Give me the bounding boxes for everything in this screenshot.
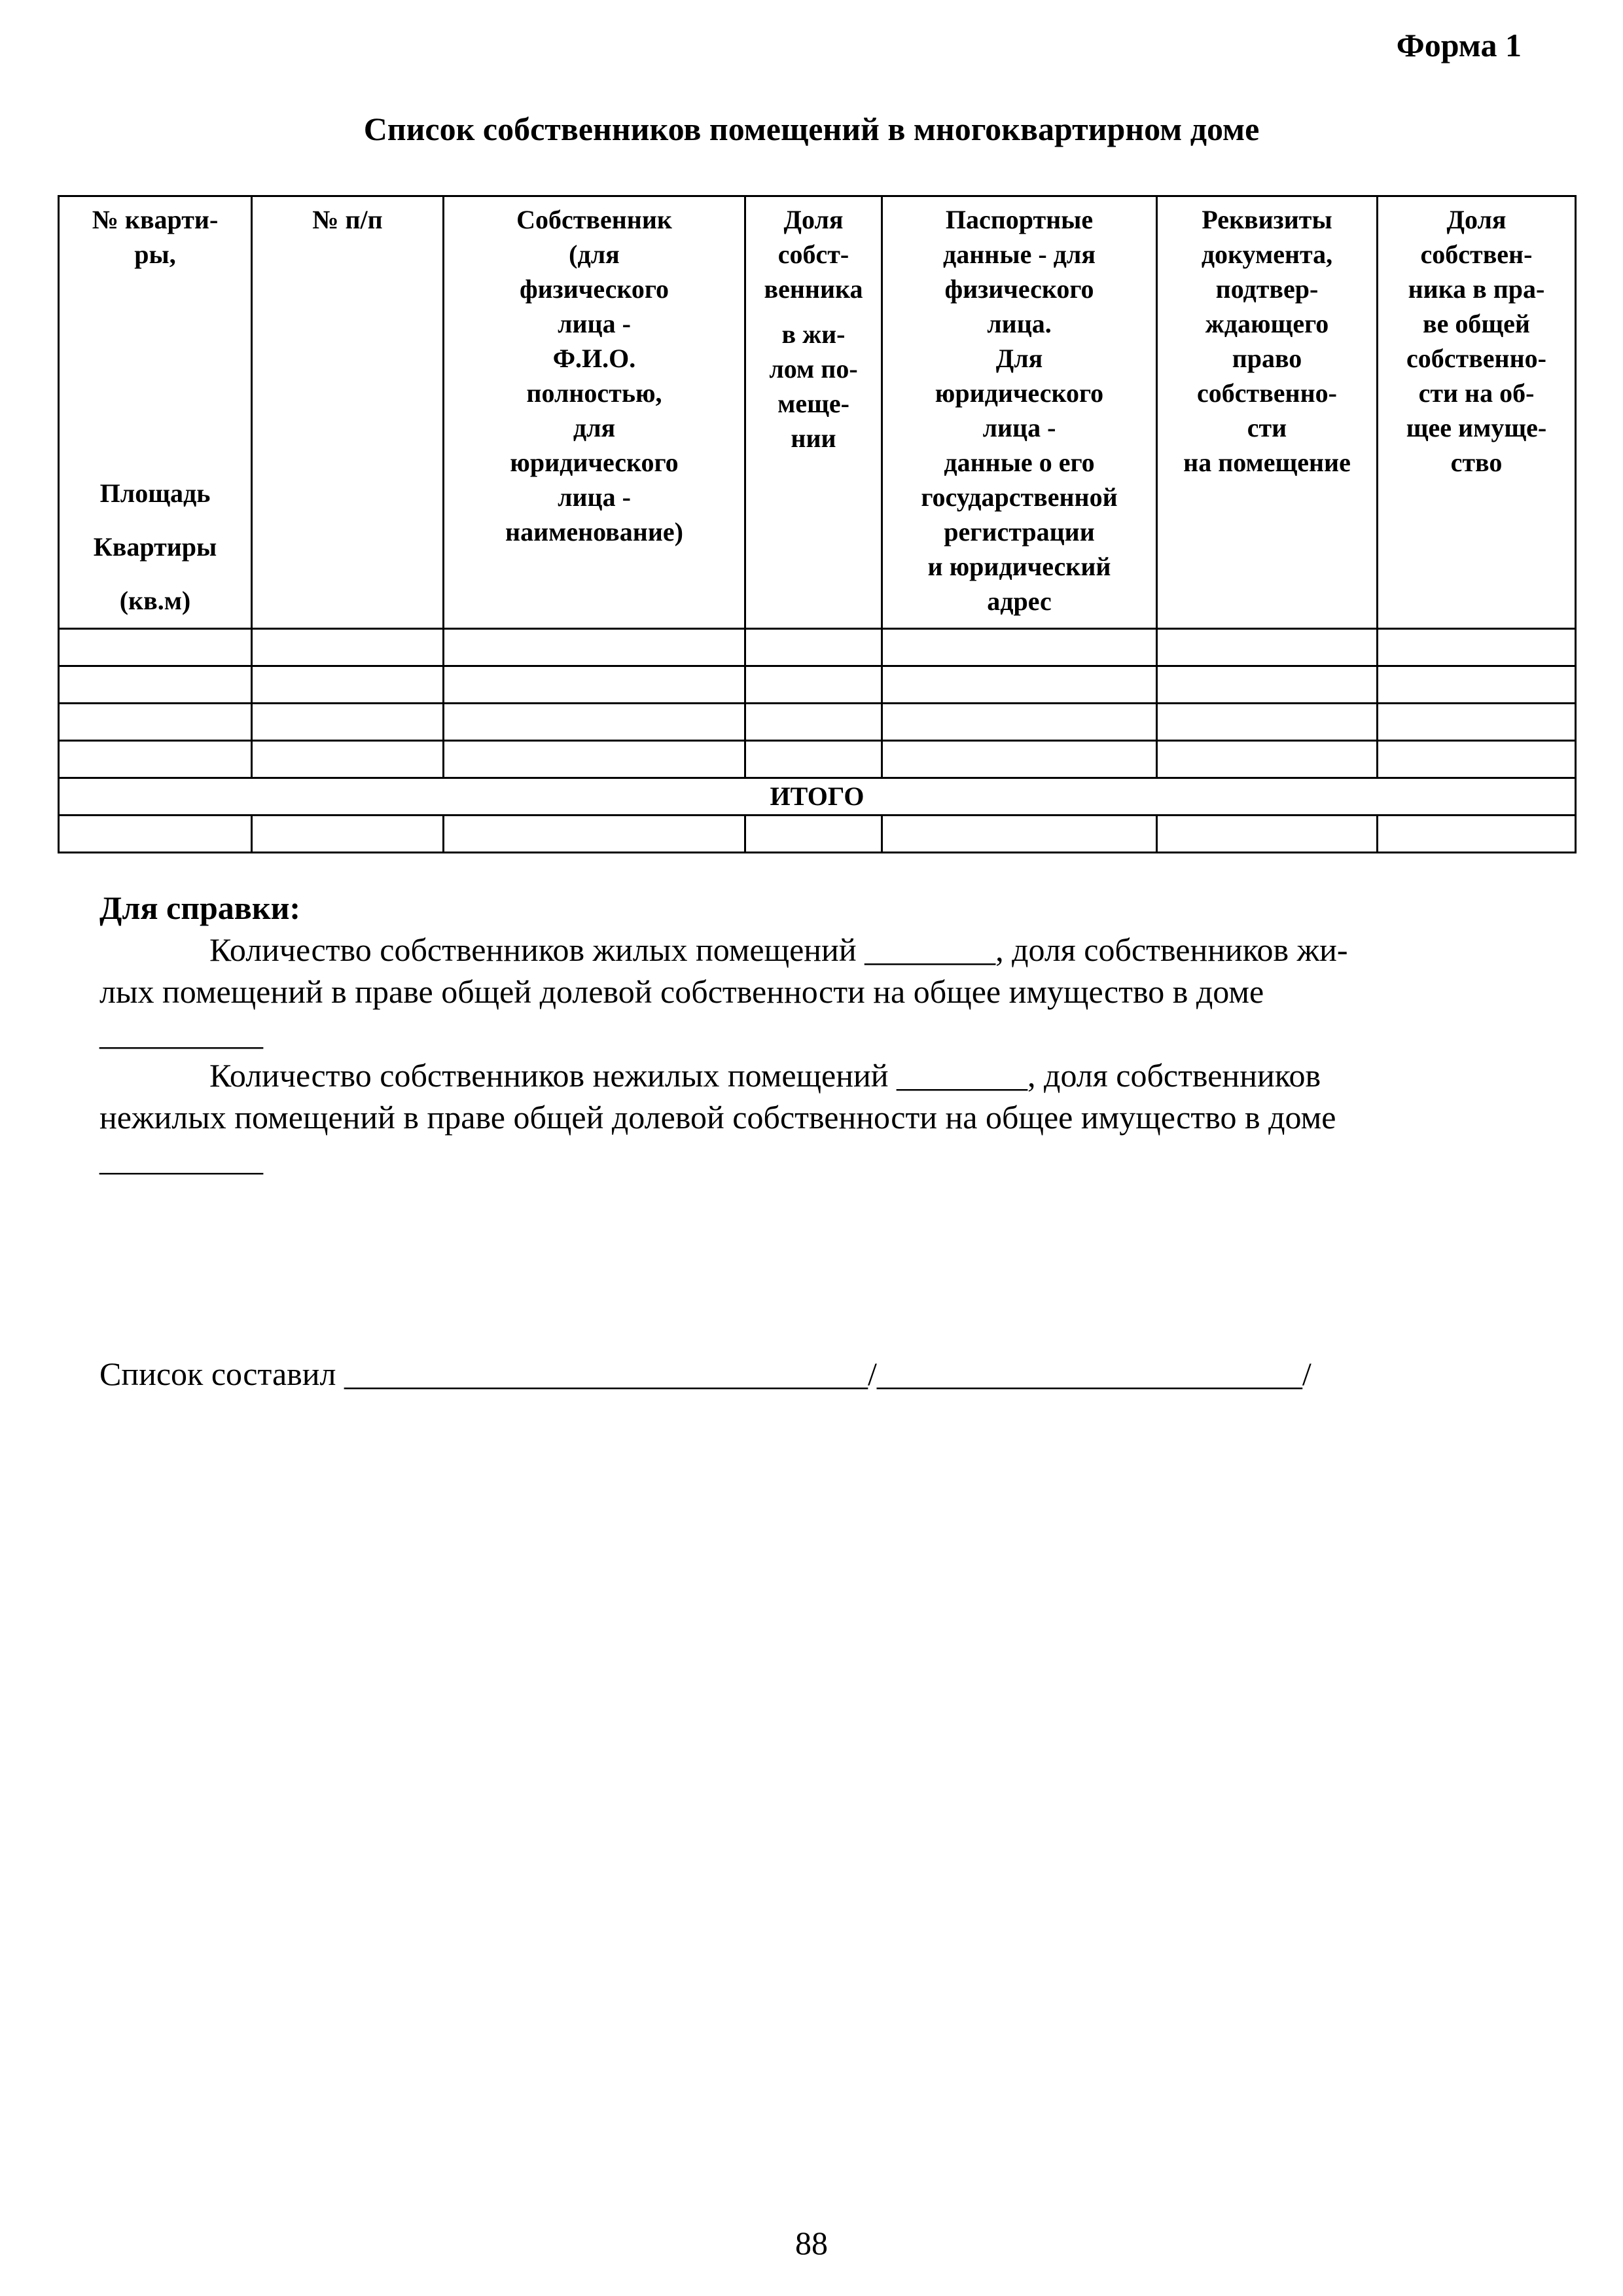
header-ownership-document: Реквизиты документа, подтвер- ждающего право собственно- сти на помещение [1157,196,1378,629]
table-cell[interactable] [252,704,444,741]
header-area: Площадь Квартиры (кв.м) [93,478,217,615]
header-common-property-share: Доля собствен- ника в пра- ве общей собственно- сти на об- щее имуще- ство [1378,196,1576,629]
table-cell[interactable] [1157,704,1378,741]
table-cell[interactable] [745,629,882,666]
table-cell[interactable] [882,666,1157,704]
table-cell[interactable] [745,704,882,741]
note-heading: Для справки: [99,889,301,926]
table-cell[interactable] [745,741,882,778]
table-cell[interactable] [1378,629,1576,666]
table-cell[interactable] [59,704,252,741]
table-cell[interactable] [444,741,745,778]
header-row-number: № п/п [252,196,444,629]
table-row [59,629,1576,666]
table-cell[interactable] [882,704,1157,741]
table-cell[interactable] [252,666,444,704]
table-cell[interactable] [1378,816,1576,853]
table-row [59,704,1576,741]
table-row [59,816,1576,853]
total-label: ИТОГО [59,778,1576,816]
table-cell[interactable] [59,741,252,778]
table-cell[interactable] [882,741,1157,778]
note-residential-blank[interactable]: __________ [99,1015,263,1052]
table-header-row [59,196,1576,629]
page-number: 88 [795,2225,828,2261]
reference-note [99,887,1507,1180]
table-cell[interactable] [444,704,745,741]
table-cell[interactable] [252,741,444,778]
table-cell[interactable] [1157,741,1378,778]
table-cell[interactable] [882,816,1157,853]
table-cell[interactable] [1378,704,1576,741]
table-row [59,666,1576,704]
header-apartment-area [59,196,252,629]
table-cell[interactable] [252,816,444,853]
header-apartment-number: № кварти- ры, [92,205,219,269]
table-cell[interactable] [1157,816,1378,853]
compiled-by-signature-line[interactable]: Список составил ________________________________/__________________________/ [99,1355,1311,1392]
table-row [59,741,1576,778]
table-cell[interactable] [59,816,252,853]
table-cell[interactable] [444,629,745,666]
header-share-top: Доля собст- венника [764,205,863,304]
note-nonresidential-line2: нежилых помещений в праве общей долевой собственности на общее имущество в доме [99,1099,1336,1136]
table-cell[interactable] [1378,666,1576,704]
note-residential-line2: лых помещений в праве общей долевой собственности на общее имущество в доме [99,973,1264,1010]
header-owner-share [745,196,882,629]
form-number: Форма 1 [1396,27,1522,63]
table-cell[interactable] [444,816,745,853]
table-cell[interactable] [444,666,745,704]
header-owner: Собственник (для физического лица - Ф.И.О. полностью, для юридического лица - наименование) [444,196,745,629]
table-cell[interactable] [745,666,882,704]
note-residential-line1: Количество собственников жилых помещений ________, доля собственников жи- [209,931,1348,968]
document-title: Список собственников помещений в многоквартирном доме [363,111,1260,147]
table-cell[interactable] [252,629,444,666]
table-cell[interactable] [1378,741,1576,778]
note-nonresidential-blank[interactable]: __________ [99,1141,263,1177]
table-cell[interactable] [882,629,1157,666]
total-row [59,778,1576,816]
owners-table [58,195,1577,853]
table-cell[interactable] [59,629,252,666]
header-passport: Паспортные данные - для физического лица. Для юридического лица - данные о его государственной регистрации и юридический адрес [882,196,1157,629]
note-nonresidential-line1: Количество собственников нежилых помещений ________, доля собственников [209,1057,1321,1094]
header-share-bottom: в жи- лом по- меще- нии [769,319,858,453]
table-cell[interactable] [1157,629,1378,666]
table-cell[interactable] [745,816,882,853]
table-cell[interactable] [59,666,252,704]
table-cell[interactable] [1157,666,1378,704]
